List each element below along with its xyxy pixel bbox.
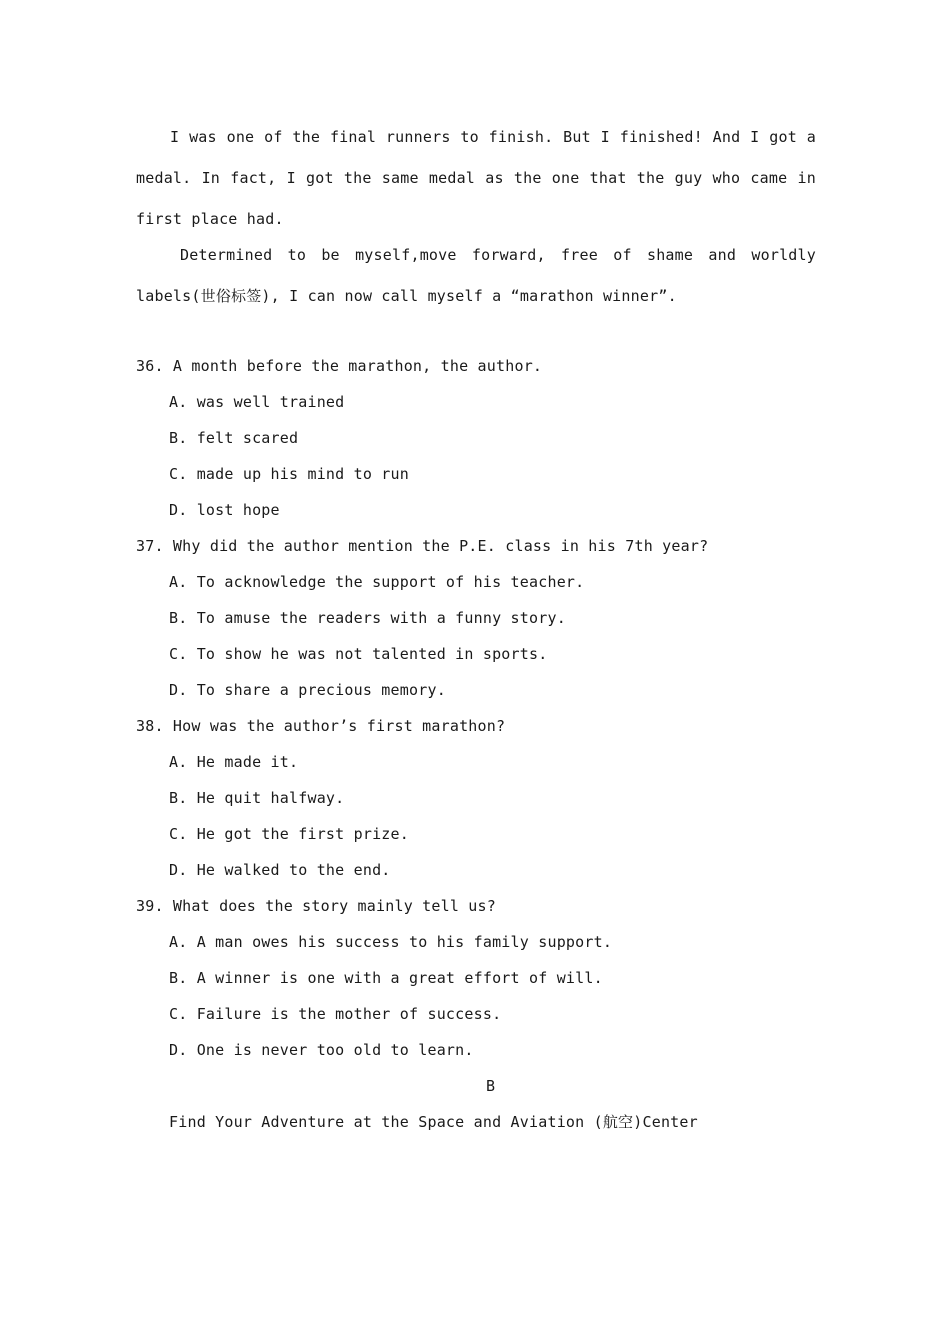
question-38-option-d: D. He walked to the end. <box>169 861 391 879</box>
section-title: Find Your Adventure at the Space and Aviation (航空)Center <box>169 1113 698 1131</box>
question-37-option-d: D. To share a precious memory. <box>169 681 446 699</box>
question-36-option-b: B. felt scared <box>169 429 299 447</box>
question-36-option-d: D. lost hope <box>169 501 280 519</box>
passage-paragraph-2: Determined to be myself,move forward, free of shame and worldly labels(世俗标签), I can now call myself a “marathon winner”. <box>136 246 816 305</box>
question-37-stem: 37. Why did the author mention the P.E. class in his 7th year? <box>136 537 709 555</box>
question-39-option-c: C. Failure is the mother of success. <box>169 1005 502 1023</box>
question-39-option-a: A. A man owes his success to his family support. <box>169 933 613 951</box>
passage-paragraph-1: I was one of the final runners to finish. But I finished! And I got a medal. In fact, I got the same medal as the one that the guy who came in first place had. <box>136 128 816 228</box>
question-37-option-c: C. To show he was not talented in sports. <box>169 645 548 663</box>
question-37-option-b: B. To amuse the readers with a funny story. <box>169 609 566 627</box>
question-36-stem: 36. A month before the marathon, the author. <box>136 357 543 375</box>
question-37-option-a: A. To acknowledge the support of his teacher. <box>169 573 585 591</box>
question-38-option-a: A. He made it. <box>169 753 299 771</box>
question-36-option-c: C. made up his mind to run <box>169 465 409 483</box>
question-38-stem: 38. How was the author’s first marathon? <box>136 717 506 735</box>
question-39-option-d: D. One is never too old to learn. <box>169 1041 474 1059</box>
question-38-option-b: B. He quit halfway. <box>169 789 345 807</box>
question-39-stem: 39. What does the story mainly tell us? <box>136 897 496 915</box>
question-36-option-a: A. was well trained <box>169 393 345 411</box>
section-label: B <box>486 1077 496 1095</box>
question-38-option-c: C. He got the first prize. <box>169 825 409 843</box>
question-39-option-b: B. A winner is one with a great effort of will. <box>169 969 603 987</box>
